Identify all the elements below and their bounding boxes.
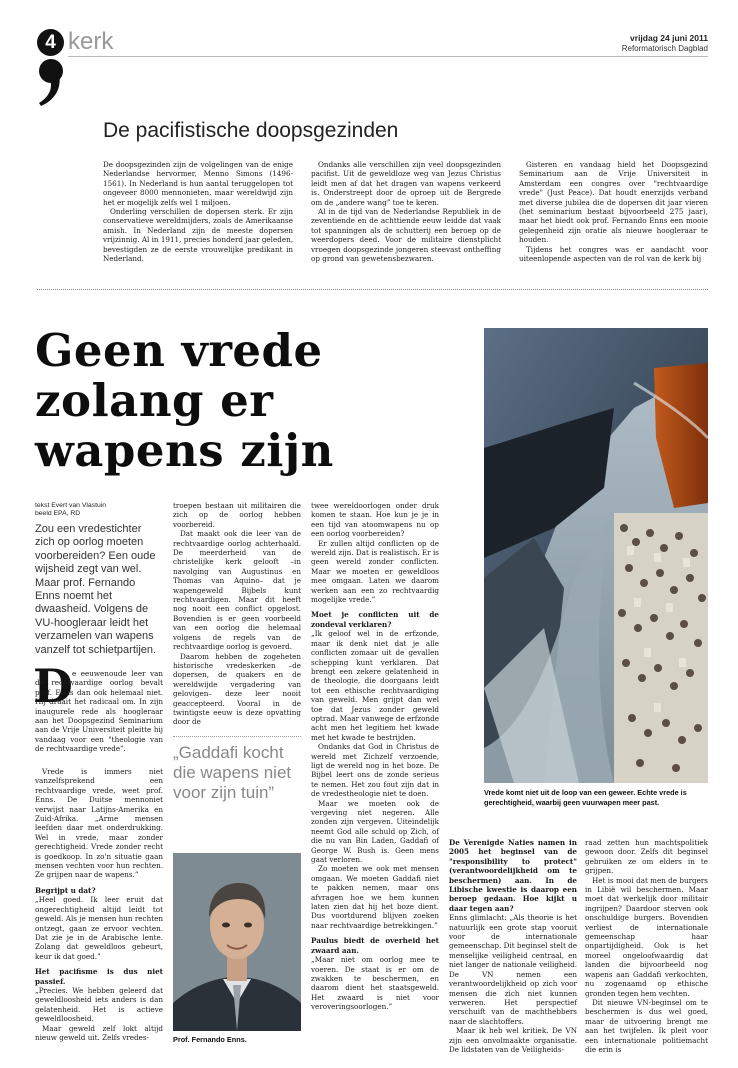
comma-logo-icon	[33, 58, 69, 108]
col1-par: „Heel goed. Ik leer eruit dat ongerechtigheid altijd leidt tot geweld. Als je mensen hun rechten ontzegt, gaan ze ervoor vechten. Dat zie je in de Arabische lente. Zolang dat geweldloos gebeurt, keur ik dat goed.”	[35, 895, 163, 961]
col4-par: Maar ik heb wel kritiek. De VN zijn een onvolmaakte organisatie. De lidstaten van de Veiligheids-	[449, 1026, 577, 1054]
header-publication: Reformatorisch Dagblad	[621, 44, 708, 53]
col3-par: „Maar niet om oorlog mee te voeren. De staat is er om de zwakken te beschermen, en daarom dient het staatsgeweld. Het zwaard is niet voor veroveringsoorlogen.”	[311, 955, 439, 1012]
col3-par: twee wereldoorlogen onder druk komen te staan. Hoe kun je je in een tijd van atoomwapens nu op een oorlog voorbereiden?	[311, 501, 439, 539]
page-header	[0, 0, 738, 62]
col3-par: Maar we moeten ook de vergeving niet negeren. Alle zonden zijn vergeven. Uiteindelijk neemt God alle schuld op Zich, of die nu van Bin Laden, Gaddafi of George W. Bush is. Geen mens gaat verloren.	[311, 798, 439, 865]
sidebar-col1-p2: Onderling verschillen de dopersen sterk. Er zijn conservatieve wereldmijders, zoals de Amerikaanse amish. In Nederland zijn de meeste dopersen vrijzinnig. Al in 1911, precies honderd jaar geleden, bevestigden ze de eerste vrouwelijke predikant in Nederland.	[103, 207, 293, 264]
interview-question: Begrijpt u dat?	[35, 885, 96, 895]
byline-photo: beeld EPA, RD	[35, 510, 81, 517]
sidebar-title: De pacifistische doopsgezinden	[103, 119, 399, 142]
col5-par: Het is mooi dat men de burgers in Libië wil beschermen. Maar moet dat werkelijk door militair ingrijpen? Daardoor sterven ook onschuldige burgers. Bovendien verliest de internationale gemeenschap haar onpartijdigheid. Ook is het moreel ongeloofwaardig dat landen die bijvoorbeeld nog wapens aan Gaddafi verkochten, nu zogenaamd op ethische gronden tegen hem vechten.	[585, 875, 708, 998]
intro: Zou een vredestichter zich op oorlog moeten voorbereiden? Een oude wijsheid zegt van wel. Maar prof. Fernando Enns noemt het dwaasheid. Volgens de VU-hoogleraar leidt het verzamelen van wapens vanzelf tot schietpartijen.	[35, 523, 157, 656]
col5-par: raad zetten hun machtspolitiek gewoon door. Zelfs dit beginsel gebruiken ze om elders in te grijpen.	[585, 838, 708, 876]
sidebar-col2-p2: Al in de tijd van de Nederlandse Republiek in de zeventiende en de achttiende eeuw leidde dat vaak tot spanningen als de schutterij een beroep op de weerdopers deed. Voor de militaire dienstplicht vroegen doopsgezinde jongeren steevast ontheffing op grond van gewetensbezwaren.	[311, 207, 501, 264]
col3-body	[311, 501, 439, 1012]
dropcap: D	[33, 659, 73, 713]
section-name: kerk	[68, 28, 114, 55]
col4-par: Enns glimlacht: „Als theorie is het natuurlijk een grote stap vooruit voor de internationale gemeenschap. Dit beginsel stelt de menselijke veiligheid centraal, en niet langer de nationale veiligheid. De VN nemen een verantwoordelijkheid op zich voor mensen die zich niet kunnen verweren. Het perspectief verschuift van de machthebbers naar de slachtoffers.	[449, 913, 577, 1026]
headline: Geen vrede zolang er wapens zijn	[35, 324, 334, 477]
col1-lead: e eeuwenoude leer van de rechtvaardige oorlog bevalt prof. Enns dan ook helemaal niet. Hij draait het radicaal om. In zijn inaugurele rede als hoogleraar aan het Doopsgezind Seminarium aan de Vrije Universiteit pleitte hij vandaag voor een "theologie van de rechtvaardige vrede".	[35, 669, 163, 754]
col5-par: Dit nieuwe VN-beginsel om te beschermen is dus wel goed, maar de uitvoering brengt me aan het twijfelen. Ik pleit voor een internationale politiemacht die erin is	[585, 997, 708, 1054]
sidebar-col3-p2: Tijdens het congres was er aandacht voor uiteenlopende aspecten van de rol van de kerk bij	[519, 244, 708, 264]
sidebar-col3-p1: Gisteren en vandaag hield het Doopsgezind Seminarium aan de Vrije Universiteit in Amsterdam een congres over "rechtvaardige vrede" (Just Peace). Dat houdt enerzijds verband met diverse jubilea die de dopersen dit jaar vieren (het seminarium bestaat bijvoorbeeld 275 jaar), maar het biedt ook prof. Fernando Enns een mooie gelegenheid zijn oratie als nieuwe hoogleraar te houden.	[519, 160, 708, 245]
interview-question: Paulus biedt de overheid het zwaard aan.	[311, 936, 439, 955]
col1-par: Vrede is immers niet vanzelfsprekend een rechtvaardige vrede, weet prof. Enns. De Duitse mennoniet verwijst naar Latijns-Amerika en Zuid-Afrika. „Arme mensen leefden daar met onderdrukking. Wel in vrede, maar zonder gerechtigheid. Vrede zonder recht is goedkoop. In zo'n situatie gaan mensen vechten voor hun rechten. Ze grijpen naar de wapens.”	[35, 767, 163, 880]
col3-par: Er zullen altijd conflicten op de wereld zijn. Dat is realistisch. Er is geen wereld zonder conflicten. Maar we moeten er geweldloos mee omgaan. Laten we daarom werken aan een zo rechtvaardig mogelijke vrede.”	[311, 538, 439, 605]
col1-par: Maar geweld zelf lokt altijd nieuw geweld uit. Zelfs vredes-	[35, 1023, 163, 1042]
interview-question: De Verenigde Naties namen in 2005 het beginsel van de "responsibility to protect" (verantwoordelijkheid om te beschermen) aan. In de Libische kwestie is daarop een beroep gedaan. Hoe kijkt u daar tegen aan?	[449, 838, 577, 913]
sidebar-article	[103, 118, 708, 278]
byline-text: tekst Evert van Vlastuin	[35, 502, 107, 509]
col3-par: „Ik geloof wel in de erfzonde, maar ik denk niet dat je alle conflicten zomaar uit de gevallen schepping kunt verklaren. Dat brengt een zekere gelatenheid in de theologie, die doorgaans leidt tot een ethische rechtvaardiging van geweld. Men grijpt dan wel toe dat Jezus zonder geweld optrad. Maar vanwege de erfzonde acht men het legitiem het kwade met het kwade te bestrijden.	[311, 629, 439, 742]
section-divider	[37, 289, 708, 290]
col4-body	[449, 838, 577, 1054]
col2-par: Daarom hebben de zogeheten historische vredeskerken –de dopersen, de quakers en de wereldwijde vergadering van gelovigen– deze leer nooit geaccepteerd. Vooral in de twintigste eeuw is deze opvatting door de	[173, 651, 301, 727]
col2-par: Dat maakt ook die leer van de rechtvaardige oorlog achterhaald. De meerderheid van de christelijke kerk gelooft –in navolging van Augustinus en Thomas van Aquino– dat je wapengeweld Bijbels kunt rechtvaardigen. Maar dit heeft nog nooit een conflict opgelost. Bovendien is er geen voorbeeld van een oorlog die helemaal volgens de regels van de rechtvaardige oorlog is gevoerd.	[173, 529, 301, 652]
sidebar-col-2	[311, 160, 501, 263]
col3-par: Ondanks dat God in Christus de wereld met Zichzelf verzoende, ligt de wereld nog in het boze. De Bijbel leert ons de zonde serieus te nemen. Het zou fout zijn dat in de vredestheologie niet te doen.	[311, 742, 439, 799]
col1-body	[35, 767, 163, 1042]
pull-quote-rule	[173, 736, 301, 737]
sidebar-col1-p1: De doopsgezinden zijn de volgelingen van de enige Nederlandse hervormer, Menno Simons (1496-1561). In Nederland is hun aantal teruggelopen tot ongeveer 8000 mennonieten, maar wereldwijd zijn het er mogelijk zelfs wel 1 miljoen.	[103, 160, 293, 207]
col3-par: Zo moeten we ook met mensen omgaan. We moeten Gaddafi niet te pakken nemen, maar ons afvragen hoe we hem kunnen laten zien dat hij het boze dient. Dus voortdurend blijven zoeken naar rechtvaardige betrekkingen.”	[311, 864, 439, 930]
col2-body	[173, 501, 301, 727]
col1-par: „Precies. We hebben geleerd dat geweldloosheid iets anders is dan gelatenheid. Het is actieve geweldloosheid.	[35, 985, 163, 1024]
col2-par: troepen bestaan uit militairen die zich op de oorlog hebben voorbereid.	[173, 501, 301, 529]
col5-body	[585, 838, 708, 1054]
header-date: vrijdag 24 juni 2011	[630, 33, 708, 43]
sidebar-col-3	[519, 160, 708, 263]
portrait-photo	[173, 853, 301, 1031]
sidebar-col2-p1: Ondanks alle verschillen zijn veel doopsgezinden pacifist. Uit de geweldloze weg van Jezus Christus leidt men af dat het dragen van wapens verkeerd is. Onderstreept door de oproep uit de Bergrede om de „andere wang” toe te keren.	[311, 160, 501, 207]
photo-caption: Vrede komt niet uit de loop van een geweer. Echte vrede is gerechtigheid, waarbij geen vuurwapen meer past.	[484, 788, 687, 807]
header-rule	[68, 56, 708, 57]
pull-quote: „Gaddafi kocht die wapens niet voor zijn tuin”	[173, 743, 292, 802]
interview-question: Het pacifisme is dus niet passief.	[35, 967, 163, 986]
page-number: 4	[45, 32, 56, 53]
portrait-caption: Prof. Fernando Enns.	[173, 1035, 247, 1044]
sidebar-col-1	[103, 160, 293, 263]
interview-question: Moet je conflicten uit de zondeval verklaren?	[311, 610, 439, 629]
rifle-crowd-photo	[484, 328, 708, 783]
